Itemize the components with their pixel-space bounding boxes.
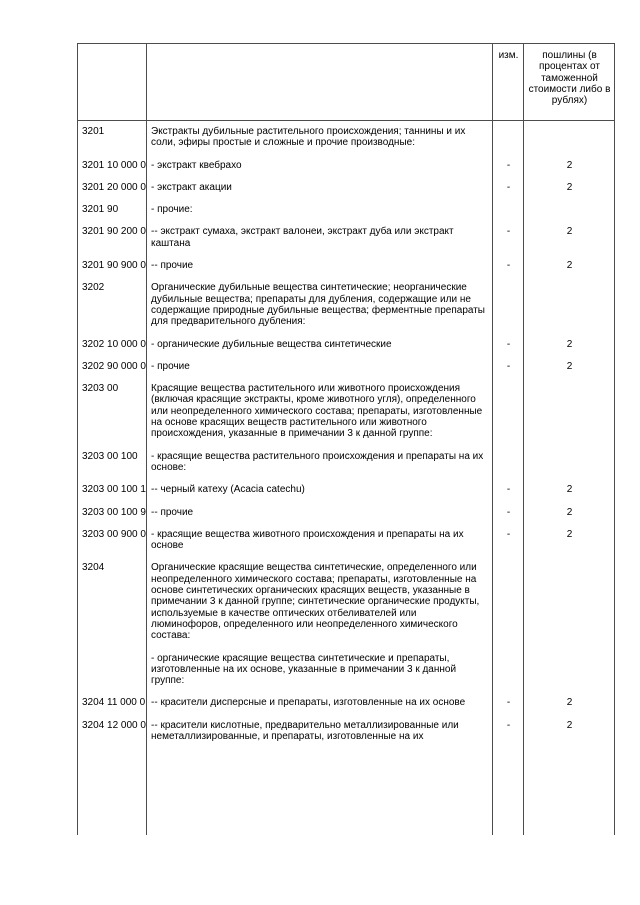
table-row bbox=[78, 557, 615, 647]
duty-cell: 2 bbox=[524, 502, 615, 524]
filler-duty-cell bbox=[524, 748, 615, 835]
description-cell: - экстракт квебрахо bbox=[147, 155, 493, 177]
description-cell: - красящие вещества растительного происхождения и препараты на их основе: bbox=[147, 446, 493, 480]
izm-cell: - bbox=[493, 524, 524, 558]
code-cell: 3201 90 200 0 bbox=[78, 221, 147, 255]
izm-cell bbox=[493, 648, 524, 693]
table-row bbox=[78, 524, 615, 558]
code-cell: 3201 10 000 0 bbox=[78, 155, 147, 177]
header-row bbox=[78, 44, 615, 121]
filler-code-cell bbox=[78, 748, 147, 835]
code-cell: 3204 12 000 0 bbox=[78, 715, 147, 749]
duty-cell: 2 bbox=[524, 177, 615, 199]
description-cell: - красящие вещества животного происхождения и препараты на их основе bbox=[147, 524, 493, 558]
code-cell: 3203 00 100 bbox=[78, 446, 147, 480]
description-cell: - органические красящие вещества синтетические и препараты, изготовленные на их основе, указанные в примечании 3 к данной группе: bbox=[147, 648, 493, 693]
table-row bbox=[78, 648, 615, 693]
code-cell: 3201 bbox=[78, 121, 147, 155]
tariff-table-region bbox=[77, 43, 615, 835]
table-row bbox=[78, 715, 615, 749]
table-row bbox=[78, 121, 615, 155]
duty-cell: 2 bbox=[524, 155, 615, 177]
description-cell: - органические дубильные вещества синтетические bbox=[147, 334, 493, 356]
table-row bbox=[78, 356, 615, 378]
table-row bbox=[78, 177, 615, 199]
duty-cell bbox=[524, 277, 615, 333]
code-cell bbox=[78, 648, 147, 693]
table-row bbox=[78, 334, 615, 356]
izm-cell bbox=[493, 277, 524, 333]
description-cell: -- прочие bbox=[147, 255, 493, 277]
description-cell: - экстракт акации bbox=[147, 177, 493, 199]
izm-cell bbox=[493, 557, 524, 647]
duty-cell bbox=[524, 648, 615, 693]
description-cell: Органические дубильные вещества синтетические; неорганические дубильные вещества; препараты для дубления, содержащие или не содержащие природные дубильные вещества; ферментные препараты для предварительного дубления: bbox=[147, 277, 493, 333]
duty-cell: 2 bbox=[524, 715, 615, 749]
duty-cell: 2 bbox=[524, 692, 615, 714]
tariff-table bbox=[77, 43, 615, 835]
izm-cell: - bbox=[493, 479, 524, 501]
table-row bbox=[78, 446, 615, 480]
duty-cell: 2 bbox=[524, 334, 615, 356]
izm-cell bbox=[493, 199, 524, 221]
code-cell: 3202 10 000 0 bbox=[78, 334, 147, 356]
izm-cell bbox=[493, 121, 524, 155]
izm-cell: - bbox=[493, 356, 524, 378]
duty-cell: 2 bbox=[524, 255, 615, 277]
description-cell: Экстракты дубильные растительного происхождения; таннины и их соли, эфиры простые и сложные и прочие производные: bbox=[147, 121, 493, 155]
tariff-table-body bbox=[78, 121, 615, 749]
description-cell: Красящие вещества растительного или животного происхождения (включая красящие экстракты, кроме животного угля), определенного или неопределенного химического состава; препараты, изготовленные на основе красящих веществ растительного или животного происхождения, указанные в примечании 3 к данной группе: bbox=[147, 378, 493, 445]
duty-cell: 2 bbox=[524, 221, 615, 255]
duty-cell: 2 bbox=[524, 356, 615, 378]
description-cell: - прочие: bbox=[147, 199, 493, 221]
duty-cell bbox=[524, 199, 615, 221]
duty-cell: 2 bbox=[524, 479, 615, 501]
table-row bbox=[78, 255, 615, 277]
code-cell: 3202 90 000 0 bbox=[78, 356, 147, 378]
izm-cell: - bbox=[493, 715, 524, 749]
filler-description-cell bbox=[147, 748, 493, 835]
table-row bbox=[78, 502, 615, 524]
table-row bbox=[78, 378, 615, 445]
table-row bbox=[78, 277, 615, 333]
header-duty-cell: пошлины (в процентах от таможенной стоимости либо в рублях) bbox=[524, 44, 615, 121]
table-row bbox=[78, 199, 615, 221]
description-cell: Органические красящие вещества синтетические, определенного или неопределенного химического состава; препараты, изготовленные на основе синтетических органических красящих веществ, указанные в примечании 3 к данной группе; синтетические органические продукты, используемые в качестве оптических отбеливателей или люминофоров, определенного или неопределенного химического состава: bbox=[147, 557, 493, 647]
code-cell: 3201 90 bbox=[78, 199, 147, 221]
description-cell: -- экстракт сумаха, экстракт валонеи, экстракт дуба или экстракт каштана bbox=[147, 221, 493, 255]
filler-row bbox=[78, 748, 615, 835]
description-cell: -- прочие bbox=[147, 502, 493, 524]
izm-cell bbox=[493, 378, 524, 445]
izm-cell: - bbox=[493, 255, 524, 277]
filler-units-cell bbox=[493, 748, 524, 835]
description-cell: - прочие bbox=[147, 356, 493, 378]
table-row bbox=[78, 479, 615, 501]
header-description-cell bbox=[147, 44, 493, 121]
code-cell: 3204 bbox=[78, 557, 147, 647]
izm-cell: - bbox=[493, 155, 524, 177]
duty-cell bbox=[524, 121, 615, 155]
tariff-table-header bbox=[78, 44, 615, 121]
table-bottom-filler bbox=[78, 748, 615, 835]
izm-cell: - bbox=[493, 221, 524, 255]
code-cell: 3201 20 000 0 bbox=[78, 177, 147, 199]
description-cell: -- красители кислотные, предварительно металлизированные или неметаллизированные, и препараты, изготовленные на их bbox=[147, 715, 493, 749]
code-cell: 3201 90 900 0 bbox=[78, 255, 147, 277]
header-code-cell bbox=[78, 44, 147, 121]
duty-cell bbox=[524, 446, 615, 480]
code-cell: 3203 00 100 9 bbox=[78, 502, 147, 524]
table-row bbox=[78, 692, 615, 714]
code-cell: 3202 bbox=[78, 277, 147, 333]
izm-cell: - bbox=[493, 334, 524, 356]
header-units-cell: изм. bbox=[493, 44, 524, 121]
table-row bbox=[78, 221, 615, 255]
duty-cell bbox=[524, 557, 615, 647]
code-cell: 3203 00 900 0 bbox=[78, 524, 147, 558]
izm-cell: - bbox=[493, 692, 524, 714]
description-cell: -- красители дисперсные и препараты, изготовленные на их основе bbox=[147, 692, 493, 714]
duty-cell: 2 bbox=[524, 524, 615, 558]
izm-cell: - bbox=[493, 177, 524, 199]
code-cell: 3203 00 bbox=[78, 378, 147, 445]
description-cell: -- черный катеху (Acacia catechu) bbox=[147, 479, 493, 501]
code-cell: 3204 11 000 0 bbox=[78, 692, 147, 714]
izm-cell: - bbox=[493, 502, 524, 524]
izm-cell bbox=[493, 446, 524, 480]
code-cell: 3203 00 100 1 bbox=[78, 479, 147, 501]
table-row bbox=[78, 155, 615, 177]
duty-cell bbox=[524, 378, 615, 445]
